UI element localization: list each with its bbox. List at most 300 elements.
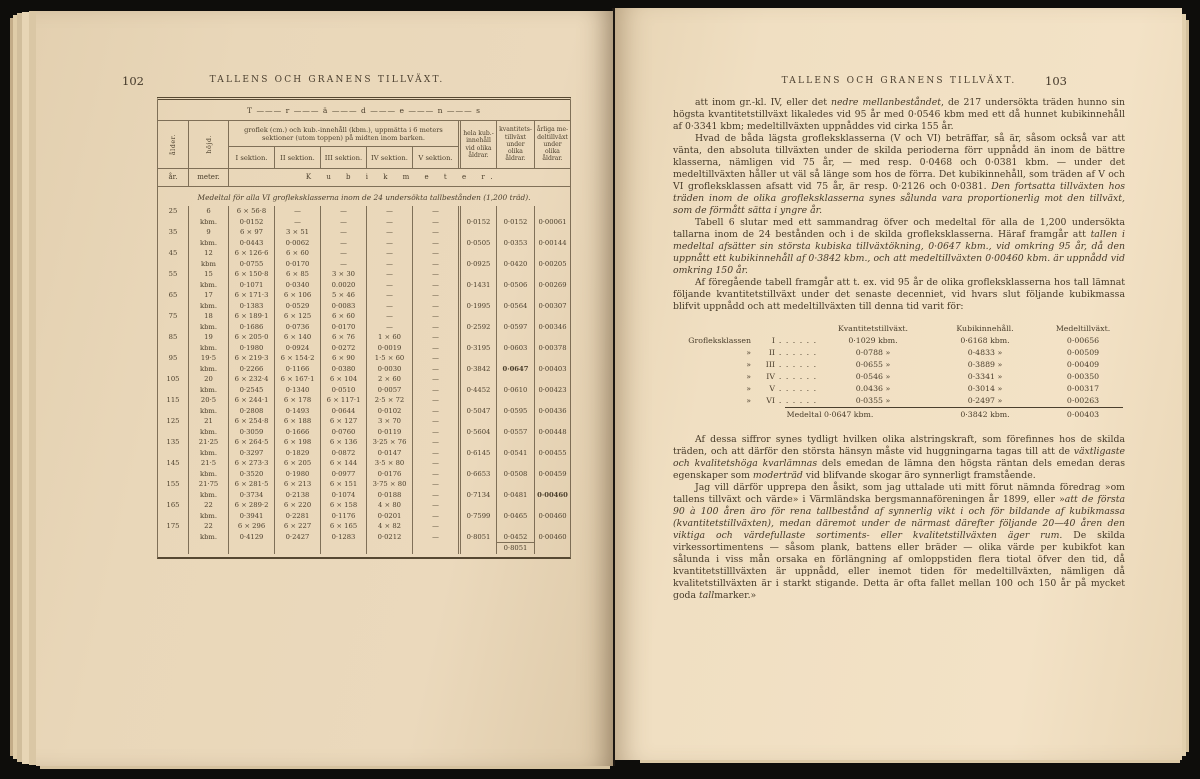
table-cell: 0·00455 bbox=[534, 448, 570, 459]
table-cell: 3·75 × 80 bbox=[366, 479, 412, 490]
table-cell bbox=[534, 206, 570, 217]
table-cell bbox=[534, 332, 570, 343]
table-row bbox=[158, 532, 570, 543]
table-cell bbox=[534, 248, 570, 259]
table-cell: 6 × 56·8 bbox=[228, 206, 274, 217]
table-cell bbox=[496, 479, 534, 490]
table-cell: 0·00448 bbox=[534, 427, 570, 438]
mini-table-cell: . . . . . . bbox=[778, 384, 818, 393]
table-cell: 0·1493 bbox=[274, 406, 320, 417]
table-row bbox=[158, 469, 570, 480]
table-cell bbox=[158, 490, 188, 501]
table-cell: 0·00061 bbox=[534, 217, 570, 228]
table-cell: 0·0452 bbox=[496, 532, 534, 543]
table-cell: 0·3734 bbox=[228, 490, 274, 501]
table-cell bbox=[458, 395, 496, 406]
table-cell: 6 × 205 bbox=[274, 458, 320, 469]
running-title-left: TALLENS OCH GRANENS TILLVÄXT. bbox=[209, 75, 445, 85]
table-cell: 165 bbox=[166, 501, 180, 509]
table-cell: 6 × 244·1 bbox=[228, 395, 274, 406]
body-text: vid blifvande skogar äro synnerligt framstående. bbox=[802, 470, 1036, 481]
table-cell: 6 × 171·3 bbox=[228, 290, 274, 301]
table-cell: 0·0529 bbox=[274, 301, 320, 312]
table-row bbox=[158, 406, 570, 417]
table-cell: 0·0465 bbox=[496, 511, 534, 522]
mini-table-cell: II bbox=[768, 348, 775, 357]
table-cell: 0·0505 bbox=[458, 238, 496, 249]
table-cell: — bbox=[412, 437, 458, 448]
mini-table-cell: 0·00263 bbox=[1066, 396, 1100, 405]
col-header-alder-label: ålder. bbox=[169, 133, 177, 156]
table-cell: — bbox=[412, 500, 458, 511]
table-span-header: T ——— r ——— ä ——— d ——— e ——— n ——— s bbox=[158, 100, 570, 121]
table-cell: — bbox=[412, 532, 458, 543]
table-cell: kbm. bbox=[188, 280, 228, 291]
table-cell: 6 × 167·1 bbox=[274, 374, 320, 385]
table-cell: 0·0564 bbox=[496, 301, 534, 312]
table-cell: 0·0152 bbox=[458, 217, 496, 228]
table-cell: 0·3195 bbox=[458, 343, 496, 354]
table-cell: 25 bbox=[168, 207, 178, 215]
table-row bbox=[158, 217, 570, 228]
col-header-sektion-4: IV sektion. bbox=[366, 147, 412, 168]
table-cell: 0·0510 bbox=[320, 385, 366, 396]
table-cell: 2·5 × 72 bbox=[366, 395, 412, 406]
table-cell bbox=[158, 448, 188, 459]
table-cell: 0·5047 bbox=[458, 406, 496, 417]
table-cell bbox=[496, 416, 534, 427]
table-cell: kbm. bbox=[188, 511, 228, 522]
mini-table-cell: 0·2497 » bbox=[967, 396, 1003, 405]
table-cell bbox=[158, 280, 188, 291]
table-cell: — bbox=[366, 322, 412, 333]
table-cell bbox=[188, 542, 228, 554]
mini-table-cell: 0·4833 » bbox=[967, 348, 1003, 357]
table-cell: 6 × 125 bbox=[274, 311, 320, 322]
table-cell: — bbox=[412, 364, 458, 375]
mini-table-cell: 0·0655 » bbox=[855, 360, 891, 369]
mini-table-cell: 0·6168 kbm. bbox=[960, 336, 1010, 345]
table-cell: 0·0170 bbox=[320, 322, 366, 333]
text-column bbox=[673, 97, 1125, 602]
table-cell: 0·00460 bbox=[534, 511, 570, 522]
table-cell bbox=[496, 227, 534, 238]
table-cell: 6 × 127 bbox=[320, 416, 366, 427]
table-cell bbox=[534, 479, 570, 490]
italic-text: tall bbox=[699, 590, 715, 601]
table-cell bbox=[458, 248, 496, 259]
table-row bbox=[158, 437, 570, 448]
col-header-sektion-3: III sektion. bbox=[320, 147, 366, 168]
table-row bbox=[158, 301, 570, 312]
mini-table-cell: 0·0355 » bbox=[855, 396, 891, 405]
mini-table-cell: . . . . . . bbox=[778, 360, 818, 369]
body-text: Jag vill därför upprepa den åsikt, som jag uttalade uti mitt förut nämnda föredrag »om tallens tillväxt och värde» i Värmländska bergsmannaföreningen år 1899, eller » bbox=[673, 482, 1125, 505]
table-row bbox=[158, 416, 570, 427]
table-row bbox=[158, 500, 570, 511]
summary-mini-table bbox=[673, 322, 1125, 422]
units-meter: meter. bbox=[188, 169, 228, 186]
table-cell: — bbox=[366, 217, 412, 228]
table-cell: 21·25 bbox=[188, 437, 228, 448]
table-cell bbox=[534, 437, 570, 448]
table-row bbox=[158, 521, 570, 532]
body-text: marker.» bbox=[714, 590, 757, 601]
table-cell: 0·1666 bbox=[274, 427, 320, 438]
table-cell: 0·0597 bbox=[496, 322, 534, 333]
table-cell: kbm. bbox=[188, 406, 228, 417]
table-cell: 0·0977 bbox=[320, 469, 366, 480]
table-row bbox=[158, 227, 570, 238]
page-edge-strip bbox=[40, 766, 610, 769]
mini-table-cell: IV bbox=[766, 372, 775, 381]
table-cell: 0·00459 bbox=[534, 469, 570, 480]
table-cell: 2 × 60 bbox=[366, 374, 412, 385]
body-text: Hvad de båda lägsta grofleksklasserna (V och VI) beträffar, så är, såsom också var att vänta, den absoluta tillväxten under de skilda perioderna förr uppnådd än inom de bättre klasserna, nämligen vid 75 år, — med resp. 0·0468 och 0·0381 kbm. — under det medeltillväxten håller ut väl så länge som hos de förra. Det kubikinnehåll, som träden af V och VI grofleksklassen afsatt vid 75 år, är resp. 0·2126 och 0·0381. bbox=[673, 133, 1125, 192]
table-cell bbox=[158, 217, 188, 228]
table-header bbox=[158, 121, 570, 169]
table-cell: 6 × 219·3 bbox=[228, 353, 274, 364]
table-cell: 5 × 46 bbox=[320, 290, 366, 301]
table-cell: 0·0340 bbox=[274, 280, 320, 291]
table-cell: 0·3941 bbox=[228, 511, 274, 522]
table-cell: — bbox=[366, 259, 412, 270]
table-cell: 0·0353 bbox=[496, 238, 534, 249]
mini-table-cell: 0·3014 » bbox=[967, 384, 1003, 393]
col-header-sektion-2: II sektion. bbox=[274, 147, 320, 168]
table-cell bbox=[496, 353, 534, 364]
italic-text: moderträd bbox=[752, 470, 803, 481]
table-cell: — bbox=[366, 311, 412, 322]
table-cell bbox=[534, 353, 570, 364]
table-cell: 0·0119 bbox=[366, 427, 412, 438]
page-edge-strip bbox=[640, 760, 1180, 763]
table-row bbox=[158, 511, 570, 522]
table-cell: 0·0557 bbox=[496, 427, 534, 438]
table-cell: 155 bbox=[166, 480, 180, 488]
table-cell: 6 × 126·6 bbox=[228, 248, 274, 259]
table-cell: 6 × 117·1 bbox=[320, 395, 366, 406]
table-cell: 45 bbox=[168, 249, 178, 257]
table-cell: 115 bbox=[166, 396, 180, 404]
table-cell bbox=[496, 521, 534, 532]
table-row bbox=[158, 248, 570, 259]
table-cell: 9 bbox=[188, 227, 228, 238]
table-cell bbox=[496, 332, 534, 343]
paragraph bbox=[673, 277, 1125, 313]
table-cell: 6 × 140 bbox=[274, 332, 320, 343]
col-header-hojd bbox=[188, 121, 228, 168]
table-cell: — bbox=[412, 290, 458, 301]
mini-table-cell: 0.0436 » bbox=[855, 384, 891, 393]
table-cell: — bbox=[412, 427, 458, 438]
table-cell: 0·0083 bbox=[320, 301, 366, 312]
table-cell: 21·75 bbox=[188, 479, 228, 490]
table-cell: — bbox=[274, 217, 320, 228]
page-edge-strip bbox=[22, 12, 29, 764]
table-cell: 0·1283 bbox=[320, 532, 366, 543]
page-left bbox=[36, 11, 613, 766]
table-cell: — bbox=[412, 490, 458, 501]
italic-text: nedre mellanbeståndet bbox=[831, 97, 941, 108]
mini-table-cell: 0·3341 » bbox=[967, 372, 1003, 381]
mini-table-row bbox=[673, 371, 1125, 383]
table-cell: — bbox=[320, 238, 366, 249]
table-cell: — bbox=[366, 248, 412, 259]
table-cell bbox=[458, 416, 496, 427]
table-cell: kbm. bbox=[188, 238, 228, 249]
table-cell: 0·0924 bbox=[274, 343, 320, 354]
mini-table-cell: 0·0546 » bbox=[855, 372, 891, 381]
table-row bbox=[158, 458, 570, 469]
table-cell bbox=[534, 500, 570, 511]
table-cell: 0·0147 bbox=[366, 448, 412, 459]
table-cell: kbm. bbox=[188, 385, 228, 396]
table-cell: 6 × 296 bbox=[228, 521, 274, 532]
body-text: , de 217 undersökta träden hunno sin högsta kvantitetstillväxt likaledes vid 95 år med 0·0546 kbm med ett då hunnet kubikinnehåll af 0·3341 kbm; medeltillväxten uppnåddes vid cirka 155 år. bbox=[673, 97, 1126, 132]
table-row bbox=[158, 259, 570, 270]
table-cell: 0·2138 bbox=[274, 490, 320, 501]
mini-table-cell: 0·00509 bbox=[1066, 348, 1100, 357]
table-row bbox=[158, 479, 570, 490]
table-cell: 0·2592 bbox=[458, 322, 496, 333]
table-cell: 6 × 205·0 bbox=[228, 332, 274, 343]
table-cell bbox=[534, 542, 570, 554]
table-cell: 6 × 198 bbox=[274, 437, 320, 448]
mini-table-header bbox=[673, 322, 1125, 335]
table-cell: 6 × 227 bbox=[274, 521, 320, 532]
table-cell: 4 × 80 bbox=[366, 500, 412, 511]
table-cell: — bbox=[412, 395, 458, 406]
table-cell: — bbox=[320, 217, 366, 228]
table-cell: 0·0443 bbox=[228, 238, 274, 249]
table-cell: 12 bbox=[188, 248, 228, 259]
body-text: Tabell 6 slutar med ett sammandrag öfver och medeltal för alla de 1,200 undersökta tallarna inom de 24 bestånden och i de skilda grofleksklasserna. Häraf framgår att bbox=[673, 217, 1125, 240]
table-cell: 3 × 51 bbox=[274, 227, 320, 238]
table-cell bbox=[366, 542, 412, 554]
mini-table-cell: Grofleksklassen bbox=[688, 336, 751, 345]
table-cell: 6 × 220 bbox=[274, 500, 320, 511]
mini-table-row bbox=[673, 335, 1125, 347]
table-cell: 6 × 254·8 bbox=[228, 416, 274, 427]
table-cell: — bbox=[412, 269, 458, 280]
table-cell: 22 bbox=[188, 500, 228, 511]
table-cell: 0·1995 bbox=[458, 301, 496, 312]
table-cell: kbm. bbox=[188, 469, 228, 480]
mini-header-kvantitet: Kvantitetstillväxt. bbox=[837, 324, 909, 333]
table-cell: 0·00144 bbox=[534, 238, 570, 249]
table-cell: 55 bbox=[168, 270, 178, 278]
table-cell bbox=[534, 290, 570, 301]
table-cell: — bbox=[366, 269, 412, 280]
col-header-hela-kub: hela kub.- innehåll vid olika åldrar. bbox=[458, 121, 496, 168]
table-cell: 0·00346 bbox=[534, 322, 570, 333]
mini-table-cell: 0·3889 » bbox=[967, 360, 1003, 369]
table-cell: 95 bbox=[168, 354, 178, 362]
table-cell: — bbox=[366, 280, 412, 291]
mini-table-cell: 0·00656 bbox=[1066, 336, 1100, 345]
table-units-row bbox=[158, 169, 570, 187]
table-cell: 0·0170 bbox=[274, 259, 320, 270]
table-cell bbox=[458, 479, 496, 490]
table-cell bbox=[158, 469, 188, 480]
table-cell: — bbox=[412, 448, 458, 459]
mini-table-row bbox=[673, 347, 1125, 359]
table-cell bbox=[158, 364, 188, 375]
mini-header-medel: Medeltillväxt. bbox=[1055, 324, 1111, 333]
table-cell: — bbox=[412, 521, 458, 532]
table-cell bbox=[158, 532, 188, 543]
table-cell bbox=[496, 311, 534, 322]
table-row bbox=[158, 280, 570, 291]
mini-table-cell: » bbox=[746, 396, 751, 405]
table-cell bbox=[158, 385, 188, 396]
table-cell: 17 bbox=[188, 290, 228, 301]
table-cell bbox=[458, 227, 496, 238]
mini-table-cell: » bbox=[746, 372, 751, 381]
table-cell bbox=[534, 269, 570, 280]
table-cell bbox=[158, 542, 188, 554]
table-cell: 0·0481 bbox=[496, 490, 534, 501]
table-cell: 0·1176 bbox=[320, 511, 366, 522]
table-cell bbox=[534, 227, 570, 238]
table-cell: 0·0595 bbox=[496, 406, 534, 417]
table-cell: — bbox=[412, 511, 458, 522]
table-cell: 6 × 151 bbox=[320, 479, 366, 490]
table-row bbox=[158, 322, 570, 333]
table-cell: 0·1686 bbox=[228, 322, 274, 333]
table-cell bbox=[458, 332, 496, 343]
table-cell: — bbox=[412, 238, 458, 249]
col-header-sektion-1: I sektion. bbox=[228, 147, 274, 168]
table-cell: 3·25 × 76 bbox=[366, 437, 412, 448]
mini-table-cell: III bbox=[765, 360, 775, 369]
col-header-hojd-label: höjd. bbox=[204, 135, 213, 154]
table-cell: 0·1431 bbox=[458, 280, 496, 291]
table-cell bbox=[458, 500, 496, 511]
table-cell: 0·1829 bbox=[274, 448, 320, 459]
mini-table-cell: V bbox=[769, 384, 775, 393]
table-cell: 6 × 158 bbox=[320, 500, 366, 511]
table-cell: 6 × 188 bbox=[274, 416, 320, 427]
table-cell bbox=[412, 542, 458, 554]
table-cell bbox=[158, 259, 188, 270]
table-cell: 19 bbox=[188, 332, 228, 343]
table-cell: 0·1980 bbox=[274, 469, 320, 480]
table-cell: — bbox=[412, 280, 458, 291]
table-cell: 0·6145 bbox=[458, 448, 496, 459]
units-kubikmeter: K u b i k m e t e r. bbox=[228, 169, 570, 186]
growth-table bbox=[157, 97, 571, 559]
table-cell: 0·3059 bbox=[228, 427, 274, 438]
table-cell: — bbox=[412, 385, 458, 396]
page-edge-strip bbox=[1186, 20, 1189, 752]
table-cell bbox=[458, 311, 496, 322]
table-cell: 65 bbox=[168, 291, 178, 299]
table-cell: kbm. bbox=[188, 301, 228, 312]
table-cell: 0·1340 bbox=[274, 385, 320, 396]
mini-table-cell: . . . . . . bbox=[778, 348, 818, 357]
table-cell bbox=[158, 322, 188, 333]
mini-table-cell: » bbox=[746, 348, 751, 357]
table-cell: 0·0152 bbox=[228, 217, 274, 228]
table-cell: — bbox=[412, 479, 458, 490]
table-cell bbox=[458, 374, 496, 385]
table-cell: — bbox=[412, 416, 458, 427]
table-cell: 135 bbox=[166, 438, 180, 446]
mini-table-row bbox=[673, 383, 1125, 395]
table-cell: 0·00403 bbox=[534, 364, 570, 375]
table-cell: 6 × 97 bbox=[228, 227, 274, 238]
paragraph bbox=[673, 133, 1125, 217]
table-cell: 0·0925 bbox=[458, 259, 496, 270]
table-cell: 0·0736 bbox=[274, 322, 320, 333]
table-cell: 0·3520 bbox=[228, 469, 274, 480]
table-cell: 6 × 60 bbox=[274, 248, 320, 259]
table-row bbox=[158, 343, 570, 354]
paragraph bbox=[673, 97, 1125, 133]
table-cell: kbm. bbox=[188, 322, 228, 333]
table-cell: 0·0508 bbox=[496, 469, 534, 480]
table-cell: 6 bbox=[188, 206, 228, 217]
table-cell: 0·8051 bbox=[458, 532, 496, 543]
table-cell: 22 bbox=[188, 521, 228, 532]
col-header-alder bbox=[158, 121, 188, 168]
page-edge-strip bbox=[29, 11, 36, 765]
table-cell: kbm bbox=[188, 259, 228, 270]
mini-table-cell: . . . . . . bbox=[778, 336, 818, 345]
paragraph-block-top bbox=[673, 97, 1125, 313]
table-row bbox=[158, 206, 570, 217]
table-cell: 0·0057 bbox=[366, 385, 412, 396]
table-cell: 0·0019 bbox=[366, 343, 412, 354]
mini-header-spacer bbox=[673, 322, 819, 335]
table-cell: 6 × 273·3 bbox=[228, 458, 274, 469]
table-cell: 0·0506 bbox=[496, 280, 534, 291]
table-cell: 6 × 106 bbox=[274, 290, 320, 301]
col-header-arliga: årliga me- deltillväxt under olika åldrar. bbox=[534, 121, 570, 168]
table-cell: 175 bbox=[166, 522, 180, 530]
table-cell: 0·0176 bbox=[366, 469, 412, 480]
table-cell bbox=[458, 437, 496, 448]
italic-text: växtligaste och kvalitetshöga kvarlämnas bbox=[673, 446, 1125, 469]
table-cell: 0·0760 bbox=[320, 427, 366, 438]
mini-table-cell: 0·00350 bbox=[1066, 372, 1100, 381]
table-cell: 6 × 165 bbox=[320, 521, 366, 532]
table-cell bbox=[496, 248, 534, 259]
table-caption: Medeltal för alla VI grofleksklasserna inom de 24 undersökta tallbestånden (1,200 träd). bbox=[197, 193, 531, 202]
table-cell: 0.0020 bbox=[320, 280, 366, 291]
table-cell bbox=[158, 301, 188, 312]
table-cell: — bbox=[274, 206, 320, 217]
page-number-left: 102 bbox=[122, 74, 144, 88]
table-row bbox=[158, 311, 570, 322]
table-cell bbox=[458, 269, 496, 280]
table-cell: — bbox=[412, 343, 458, 354]
table-cell: — bbox=[412, 217, 458, 228]
table-cell bbox=[496, 437, 534, 448]
table-cell: 6 × 150·8 bbox=[228, 269, 274, 280]
table-cell bbox=[228, 542, 274, 554]
table-cell: 0·00307 bbox=[534, 301, 570, 312]
table-cell: — bbox=[412, 469, 458, 480]
table-cell: 3 × 70 bbox=[366, 416, 412, 427]
table-cell: 0·00436 bbox=[534, 406, 570, 417]
table-row bbox=[158, 353, 570, 364]
mini-table-cell: . . . . . . bbox=[778, 396, 818, 405]
table-cell: 6 × 85 bbox=[274, 269, 320, 280]
table-cell: kbm. bbox=[188, 490, 228, 501]
